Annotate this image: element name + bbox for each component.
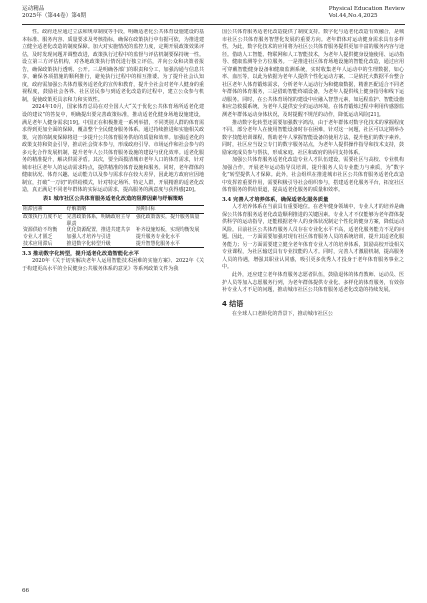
section-heading-3-3: 3.3 推动数字化转型，提升适老化改造智能化水平 xyxy=(22,251,139,258)
table-cell: 补齐设施短板，实现均衡发展 xyxy=(135,227,200,234)
table-cell: 优化资源配置，推进共建共享 xyxy=(66,227,131,234)
table-cell: 资源供给不均衡 xyxy=(23,227,58,234)
issue-info-en: Vol.44,No.4,2025 xyxy=(328,13,378,20)
table-header-cell: 纾解策略 xyxy=(66,205,135,214)
body-paragraph: 2024年10月，国家体育总局在对全国人大“关于优化公共体育场所适老化建设的建议”的答复中，明确提出要完善政策标准，推动适老化健身场地设施建设，满足老年人健身需求[19]。中国正在积极推进一系列举措，不同类别人群的体育需求得到更加全面的保障，覆盖整个全民健身服务体系。通过持续推进和实施相关政策，完善的制度保障将进一步提升公共体育服务供给的质量和效率。加强适老化的政策支持和资金引导，推动社会资本参与，形成政府引导、市场运作和社会参与的多元化合作发展机制，提升老年人公共体育服务设施的建设与优化效率。适老化服务的精准提升，解决供需矛盾。其次，要全面摸清城市老年人口的体育需求，针对城市社区老年人的运动需求特点，提供精准的体育设施和服务。同时，老年群体的健康状况、体育兴趣、运动能力以及参与需求存在较大差异，因此地方政府应因地制宜，打破“一刀切”的供给模式，针对特定场所、特定人群，开展精准的适老化改造，真正满足不同老年群体的实际运动需求，提高服务的满意度与获得感[20]。 xyxy=(22,104,204,194)
issue-info-cn: 2025年（第44卷）第4期 xyxy=(22,13,87,20)
table-cell: 提升服务专业化水平 xyxy=(135,234,180,240)
header-rule xyxy=(22,24,405,25)
section-heading-conclusion: 4 结语 xyxy=(222,299,244,308)
table-cell: 政策执行力度不足 xyxy=(23,214,63,221)
strategy-table xyxy=(22,205,204,249)
table-header-cell: 阻滞因素 xyxy=(22,205,66,214)
journal-name-en: Physical Education Review xyxy=(328,6,405,12)
table-cell: 推进数字化转型升级 xyxy=(66,241,135,248)
body-paragraph: 性。政府还应通过立法和规章制度等手段，明确适老化公共体育设施建设的基本标准、服务内容、质量要求及考核指标，确保在政策执行中有据可依，为推进建立健全适老化改造的制度保障。加大对实施情况的监控力度，定期开展政策效果评估，及时发现问题并调整改进，政策执行过程中的监督与评估机制要保持统一性。设立第三方评估机构，对各地政策执行情况进行独立评估，并向公众和决策者报告，确保政策执行透明、公开。三是明确各部门的职责和分工，加强沟通与信息共享，确保各项措施的顺利推行，避免执行过程中的相互推诿。为了提升社会认知度，政府需加强公共体育服务适老化的宣传和教育，提升全社会对老年人健身的重视程度，鼓励社会各界、社区居民参与到适老化改造的过程中，建立公众参与机制，促使政策更具亲和力和实效性。 xyxy=(22,29,204,103)
body-paragraph: 加强公共体育服务适老化改造专业人才队伍建设，需要社区与高校、专业机构加强合作，开展老年运动指导员培训，提升服务人员专业能力与素质，为“数字化”转型提供人才保障。此外，社会组织在推进城市社区公共体育服务适老化改造中发挥着重要作用，需要积极引导社会组织参与，搭建适老化服务平台，拓宽社区体育服务的供给渠道，提高适老化服务的质量和效率。 xyxy=(222,157,404,194)
body-paragraph: 国公共体育服务适老化改造提供了制度支持。数字化与适老化改造有效融合，是城市社区公共体育服务智慧化发展的重要方向。老年群体对运动健身需求具有多样性，为此，数字化技术的应用将为社区公共体育服务提供更加丰富的服务内容与途径。借助人工智能、物联网和人工智能技术，为老年人提供健身设施使用、运动指导、健康监测等全方位服务。一是推进社区体育场地设施的智能化改造，通过应用可穿戴智能健身设备和健康监测系统，实时收集老年人运动中的生理数据，如心率、血压等，以此为依据为老年人提供个性化运动方案。二是依托大数据平台整合社区老年人体育锻炼需求，分析老年人运动行为和健康数据，精准匹配适合不同老年群体的体育服务，三是借助智能终端设备，为老年人提供线上健身指导和线下运动服务。同时，在公共体育场馆的建设中应融入智慧元素，如远程监护、智能设施和应急救援系统，为老年人提供安全的运动环境。在体育锻炼过程中利用传感器监测老年群体运动身体状况，及时提醒不规范的动作，降低运动风险[21]。 xyxy=(222,29,404,119)
left-column xyxy=(22,29,204,584)
body-paragraph: 2020年《关于切实解决老年人运用智能技术困难的实施方案》、2022年《关于构建更高水平的全民健身公共服务体系的意见》等系列政策文件为我 xyxy=(22,258,204,272)
right-column xyxy=(222,29,404,584)
table-row xyxy=(22,241,204,248)
running-header-right xyxy=(329,6,405,20)
table-cell: 强化政策落实，提升服务质量 xyxy=(135,214,200,221)
page-number: 66 xyxy=(22,588,30,594)
table-cell: 完善政策体系，明确政府主导职责 xyxy=(66,214,131,227)
running-header-left xyxy=(22,6,86,20)
table-cell: 加强人才培养与引进 xyxy=(66,234,111,240)
table-caption: 表1 城市社区公共体育服务适老化改造的阻滞因素与纾解策略 xyxy=(42,196,184,203)
body-paragraph: 在全球人口老龄化的背景下，推动城市社区公 xyxy=(232,310,333,317)
journal-name-cn: 运动精品 xyxy=(22,6,45,12)
table-row xyxy=(22,214,204,228)
table-cell: 提升智慧化服务水平 xyxy=(135,241,204,248)
table-header-cell: 预期目标 xyxy=(135,205,204,214)
body-paragraph: 此外，还应建立老年体育服务志愿者队伍，鼓励退休的体育教师、运动员、医护人员等加入志愿服务行列，为老年群体提供专业化、多样化的体育服务，有效弥补专业人才不足的问题，推动城市社区公共体育服务适老化改造的持续发展。 xyxy=(222,271,404,294)
table-cell: 专业人才匮乏 xyxy=(23,234,53,240)
table-row xyxy=(22,234,204,241)
table-header-row xyxy=(22,205,204,214)
section-heading-3-4: 3.4 完善人才培养体系，确保适老化服务质量 xyxy=(222,197,329,204)
table-cell: 技术应用滞后 xyxy=(22,241,66,248)
body-paragraph: 人才培养体系在当前具有重要地位。在老年健身领域中，专业人才的培养是确保公共体育服务适老化改造顺利推进的关键因素。专业人才不仅能够为老年群体提供科学的运动指导，还能根据老年人的身体状况制定个性化的健身方案，降低运动风险。目前社区公共体育服务人员存在专业化水平不高，适老化服务能力不足的问题。因此，一方面需要加强对现有社区体育服务人员的系统培训，提升其适老化服务能力；另一方面需要建立健全老年体育专业人才的培养体系，鼓励高校开设相关专业课程，为社区输送具有专业技能的人才。同时，完善人才激励机制，提高服务人员的待遇，增强其职业认同感，吸引更多优秀人才投身于老年体育服务事业之中。 xyxy=(222,204,404,271)
table-row xyxy=(22,227,204,234)
body-paragraph: 推动数字化转型还需要加强数字鸿沟，由于老年群体对数字化技术的掌握程度不同，部分老年人在使用智能设备时存在困难，针对这一问题，社区可以定期举办数字技能培训课程，帮助老年人掌握智能设备的使用方法，提升他们的数字素养。同时，社区应当设立专门的数字服务站点，为老年人提供操作指导和技术支持，鼓励家庭成员参与帮扶，形成家庭、社区和政府的协同支持体系。 xyxy=(222,119,404,156)
